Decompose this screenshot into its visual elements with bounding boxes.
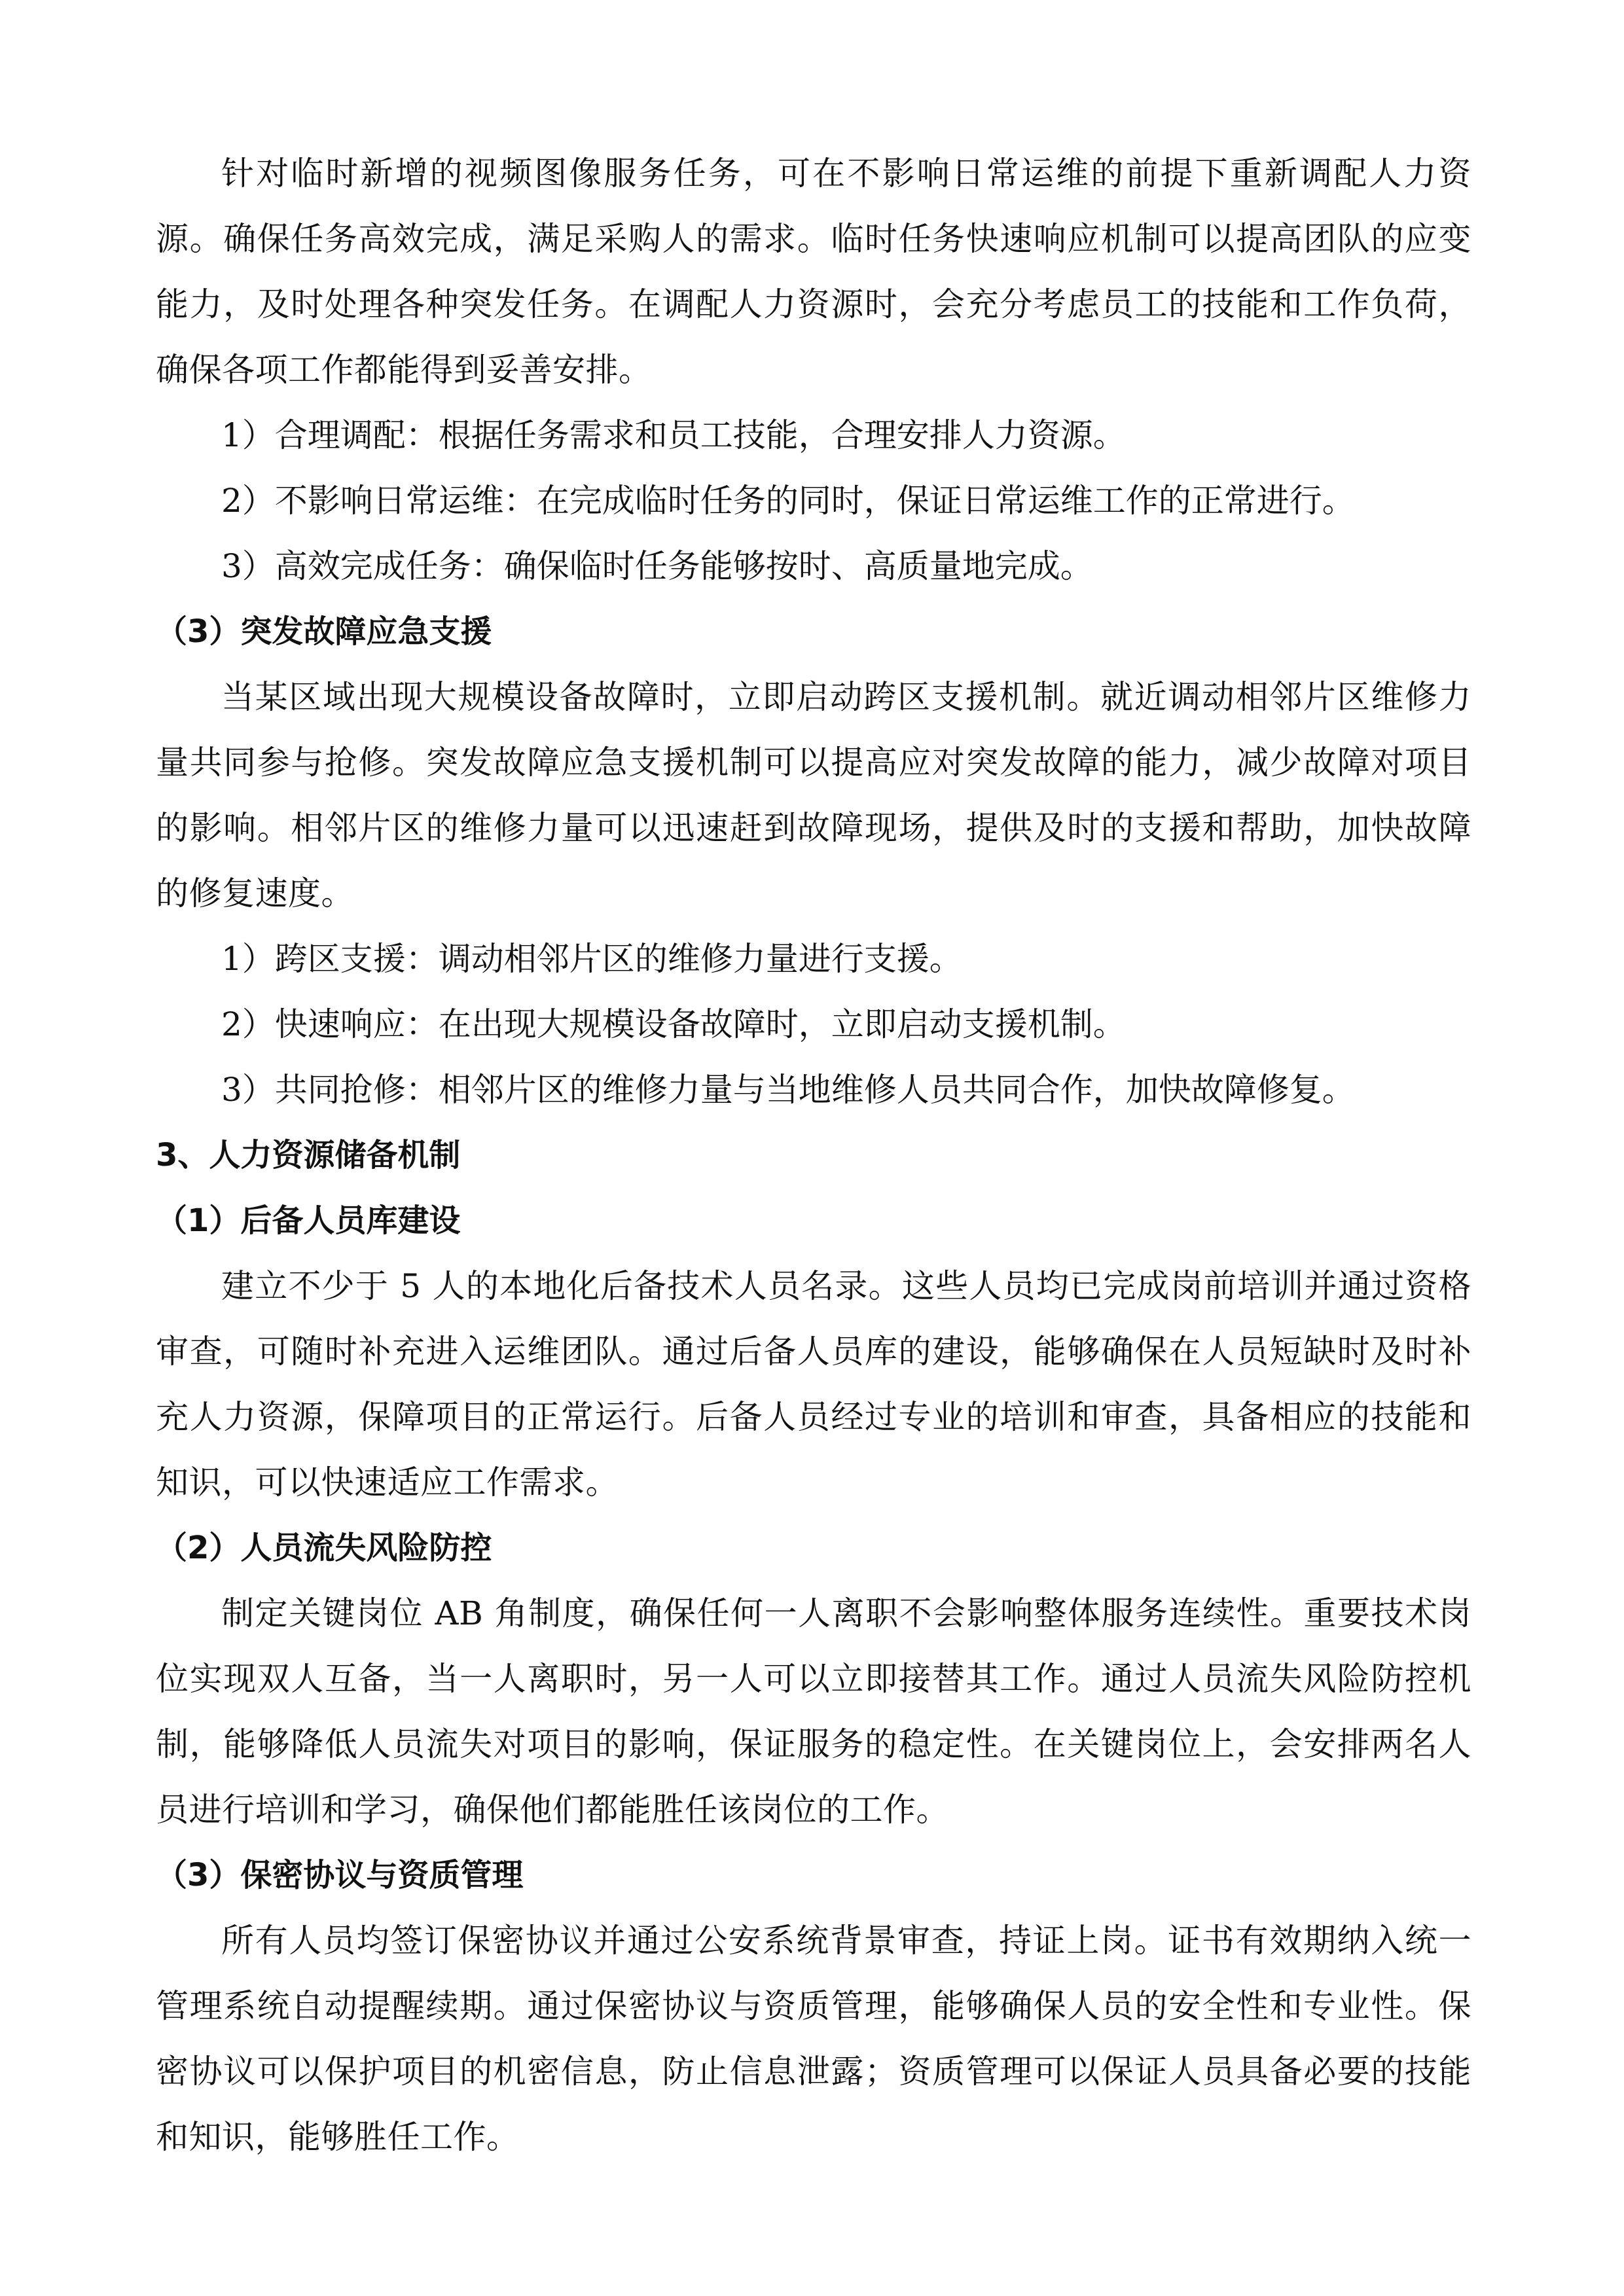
paragraph-temporary-tasks: 针对临时新增的视频图像服务任务，可在不影响日常运维的前提下重新调配人力资源。确保任务高效完成，满足采购人的需求。临时任务快速响应机制可以提高团队的应变能力，及时处理各种突发任务。在调配人力资源时，会充分考虑员工的技能和工作负荷，确保各项工作都能得到妥善安排。	[156, 154, 1471, 389]
paragraph-turnover-risk-control: 制定关键岗位 AB 角制度，确保任何一人离职不会影响整体服务连续性。重要技术岗位实现双人互备，当一人离职时，另一人可以立即接替其工作。通过人员流失风险防控机制，能够降低人员流失对项目的影响，保证服务的稳定性。在关键岗位上，会安排两名人员进行培训和学习，确保他们都能胜任该岗位的工作。	[156, 1594, 1471, 1829]
document-body	[156, 141, 1471, 2170]
heading-confidentiality-qualification: （3）保密协议与资质管理	[156, 1857, 524, 1893]
list-item-joint-repair: 3）共同抢修：相邻片区的维修力量与当地维修人员共同合作，加快故障修复。	[221, 1071, 1355, 1109]
list-item-fast-response: 2）快速响应：在出现大规模设备故障时，立即启动支援机制。	[221, 1005, 1126, 1043]
list-item-cross-region-support: 1）跨区支援：调动相邻片区的维修力量进行支援。	[221, 940, 962, 978]
heading-hr-reserve-mechanism: 3、人力资源储备机制	[156, 1137, 461, 1174]
paragraph-backup-personnel-pool: 建立不少于 5 人的本地化后备技术人员名录。这些人员均已完成岗前培训并通过资格审查，可随时补充进入运维团队。通过后备人员库的建设，能够确保在人员短缺时及时补充人力资源，保障项目的正常运行。后备人员经过专业的培训和审查，具备相应的技能和知识，可以快速适应工作需求。	[156, 1267, 1471, 1501]
paragraph-emergency-support: 当某区域出现大规模设备故障时，立即启动跨区支援机制。就近调动相邻片区维修力量共同参与抢修。突发故障应急支援机制可以提高应对突发故障的能力，减少故障对项目的影响。相邻片区的维修力量可以迅速赶到故障现场，提供及时的支援和帮助，加快故障的修复速度。	[156, 678, 1471, 912]
heading-emergency-support: （3）突发故障应急支援	[156, 613, 492, 650]
list-item-reasonable-allocation: 1）合理调配：根据任务需求和员工技能，合理安排人力资源。	[221, 416, 1126, 454]
list-item-efficient-completion: 3）高效完成任务：确保临时任务能够按时、高质量地完成。	[221, 547, 1093, 585]
list-item-no-impact-daily-ops: 2）不影响日常运维：在完成临时任务的同时，保证日常运维工作的正常进行。	[221, 482, 1355, 520]
heading-turnover-risk-control: （2）人员流失风险防控	[156, 1530, 492, 1566]
heading-backup-personnel-pool: （1）后备人员库建设	[156, 1202, 461, 1239]
paragraph-confidentiality-qualification: 所有人员均签订保密协议并通过公安系统背景审查，持证上岗。证书有效期纳入统一管理系统自动提醒续期。通过保密协议与资质管理，能够确保人员的安全性和专业性。保密协议可以保护项目的机密信息，防止信息泄露；资质管理可以保证人员具备必要的技能和知识，能够胜任工作。	[156, 1922, 1471, 2156]
